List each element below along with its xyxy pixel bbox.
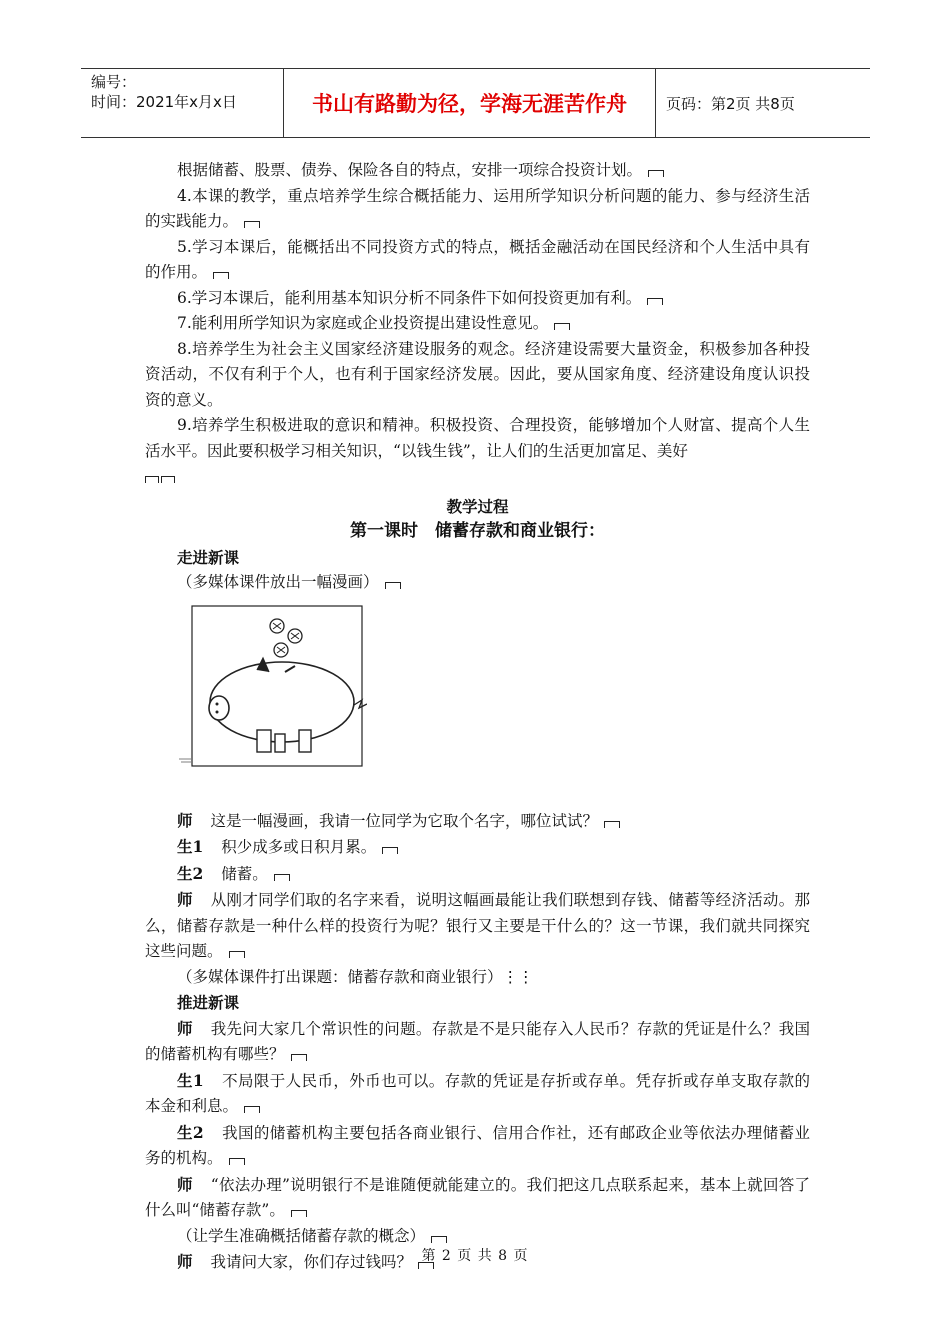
return-mark [382, 847, 398, 854]
return-mark [291, 1210, 307, 1217]
header-meta [81, 69, 284, 137]
dialogue-line: 师 这是一幅漫画，我请一位同学为它取个名字，哪位试试？ [145, 808, 810, 835]
dialogue-line: 生1 积少成多或日积月累。 [145, 834, 810, 861]
header-motto: 书山有路勤为径，学海无涯苦作舟 [284, 69, 656, 137]
number-label: 编号： [91, 73, 137, 91]
return-mark [229, 1158, 245, 1165]
dialogue-line: 生2 储蓄。 [145, 861, 810, 888]
return-marks-line [145, 464, 810, 490]
header-page-label: 页码：第2页 共8页 [666, 94, 795, 113]
return-mark [431, 1236, 447, 1243]
subheading-advance: 推进新课 [177, 993, 240, 1012]
return-mark [385, 582, 401, 589]
caption: （让学生准确概括储蓄存款的概念） [145, 1224, 810, 1250]
speaker: 生1 [177, 1070, 204, 1090]
return-mark [604, 821, 620, 828]
dialogue-line: 生1 不局限于人民币，外币也可以。存款的凭证是存折或存单。凭存折或存单支取存款的本金和利息。 [145, 1070, 810, 1115]
dialogue-line: 师 我先问大家几个常识性的问题。存款是不是只能存入人民币？存款的凭证是什么？我国的储蓄机构有哪些？ [145, 1018, 810, 1063]
speaker: 师 [177, 1018, 193, 1038]
dialogue-line: 师 “依法办理”说明银行不是谁随便就能建立的。我们把这几点联系起来，基本上就回答了什么叫“储蓄存款”。 [145, 1174, 810, 1219]
document-body [145, 158, 810, 1276]
paragraph: 根据储蓄、股票、债券、保险各自的特点，安排一项综合投资计划。 [145, 158, 810, 184]
page-footer: 第 2 页 共 8 页 [421, 1248, 529, 1264]
paragraph: 8.培养学生为社会主义国家经济建设服务的观念。经济建设需要大量资金，积极参加各种投资活动，不仅有利于个人，也有利于国家经济发展。因此，要从国家角度、经济建设角度认识投资的意义。 [145, 339, 810, 409]
dialogue-line: 师 我请问大家，你们存过钱吗？ [145, 1249, 810, 1276]
speaker: 师 [177, 890, 193, 909]
section-title: 教学过程 [446, 496, 509, 516]
return-mark [648, 170, 664, 177]
page-header [81, 68, 870, 138]
lesson-title: 第一课时 储蓄存款和商业银行： [350, 521, 605, 541]
piggy-bank-cartoon [177, 600, 367, 770]
speaker: 师 [177, 1252, 193, 1271]
caption: （多媒体课件打出课题：储蓄存款和商业银行）⋮⋮ [177, 967, 534, 986]
paragraph: 7.能利用所学知识为家庭或企业投资提出建设性意见。 [145, 311, 810, 337]
return-mark [229, 951, 245, 958]
return-mark [291, 1054, 307, 1061]
dialogue-line: 师 从刚才同学们取的名字来看，说明这幅画最能让我们联想到存钱、储蓄等经济活动。那么，储蓄存款是一种什么样的投资行为呢？银行又主要是干什么的？这一节课，我们就共同探究这些问题。 [145, 890, 810, 960]
return-mark [274, 874, 290, 881]
subheading-intro: 走进新课 [177, 547, 240, 567]
paragraph: 9.培养学生积极进取的意识和精神。积极投资、合理投资，能够增加个人财富、提高个人生活水平。因此要积极学习相关知识，“以钱生钱”，让人们的生活更加富足、美好 [145, 416, 810, 460]
speaker: 生2 [177, 1122, 204, 1142]
return-mark [244, 221, 260, 228]
piggy-bank-icon [177, 600, 367, 770]
paragraph: 6.学习本课后，能利用基本知识分析不同条件下如何投资更加有利。 [145, 286, 810, 312]
return-mark [554, 323, 570, 330]
return-mark [244, 1106, 260, 1113]
paragraph: 4.本课的教学，重点培养学生综合概括能力、运用所学知识分析问题的能力、参与经济生活的实践能力。 [145, 186, 810, 230]
speaker: 师 [177, 810, 193, 830]
caption: （多媒体课件放出一幅漫画） [145, 570, 810, 596]
speaker: 生2 [177, 863, 204, 883]
speaker: 生1 [177, 837, 204, 856]
dialogue-line: 生2 我国的储蓄机构主要包括各商业银行、信用合作社，还有邮政企业等依法办理储蓄业务的机构。 [145, 1122, 810, 1167]
return-mark [213, 272, 229, 279]
time-label: 时间：2021年x月x日 [91, 93, 237, 111]
speaker: 师 [177, 1174, 193, 1194]
return-mark [647, 298, 663, 305]
paragraph: 5.学习本课后，能概括出不同投资方式的特点，概括金融活动在国民经济和个人生活中具有的作用。 [145, 237, 810, 281]
